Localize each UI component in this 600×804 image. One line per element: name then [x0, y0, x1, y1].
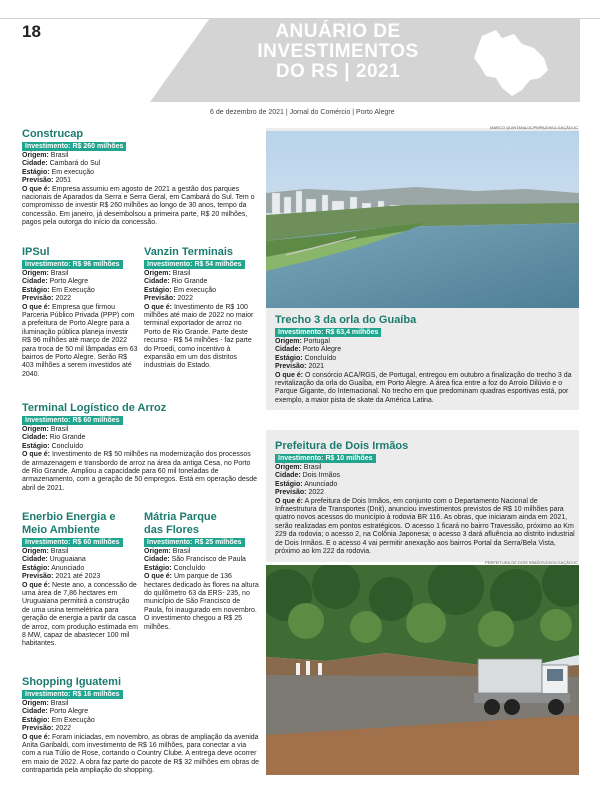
- photo-credit: MARCO QUINTANA/JC/PMPA/DIVULGAÇÃO/JC: [490, 125, 578, 130]
- origin-row: Origem: Brasil: [144, 270, 191, 277]
- origin-row: Origem: Brasil: [22, 700, 69, 707]
- forecast-row: Previsão: 2022: [22, 295, 72, 303]
- page-number: 18: [22, 22, 41, 41]
- forecast-row: Previsão: 2022: [22, 725, 72, 733]
- description: O que é: Empresa que firmou Parceria Público Privada (PPP) com a prefeitura de Porto Alegre para a iluminação pública planeja investir R$ 96 milhões até março de 2022 para troca de 50 mil lâmpadas em 63 bairros de Porto Alegre. Serão R$ 403 milhões a serem investidos até 2040.: [22, 303, 138, 378]
- stage-row: Estágio: Em execução: [144, 286, 216, 294]
- article-enerbio: [22, 511, 138, 649]
- article-title: Enerbio Energia e Meio Ambiente: [22, 511, 116, 536]
- description: O que é: Empresa assumiu em agosto de 2021 a gestão dos parques nacionais de Aparados da Serra e Serra Geral, em Cambará do Sul. Tem o compromisso de investir R$ 260 milhões ao longo de 30 anos, tempo da concessão. Em janeiro, já desembolsou a primeira parte, R$ 20 milhões, pagos pela outorga do início da concessão.: [22, 185, 255, 227]
- origin-row: Origem: Brasil: [22, 426, 69, 433]
- forecast-row: Previsão: 2022: [275, 489, 325, 497]
- description: O que é: Um parque de 136 hectares dedicado às flores na altura do quilômetro 63 da ERS- 235, no município de São Francisco de Paula, foi inaugurado em novembro. O investimento chegou a R$ 25 milhões.: [144, 573, 259, 631]
- article-construcap: [22, 128, 260, 228]
- investment-badge: Investimento: R$ 25 milhões: [144, 538, 245, 547]
- description: O que é: Investimento de R$ 100 milhões até maio de 2022 no maior terminal exportador de arroz no Porto de Rio Grande. Parte deste recurso - R$ 54 milhões - faz parte do Proedi, como incentivo à expansão em um dos distritos industriais do Estado.: [144, 303, 254, 370]
- article-terminal-arroz: [22, 402, 260, 493]
- city-row: Cidade: Porto Alegre: [22, 278, 89, 286]
- investment-badge: Investimento: R$ 260 milhões: [22, 142, 126, 151]
- forecast-row: Previsão: 2051: [22, 177, 72, 185]
- origin-row: Origem: Brasil: [22, 270, 69, 277]
- article-title: IPSul: [22, 246, 50, 258]
- publication-line: 6 de dezembro de 2021 | Jornal do Comércio | Porto Alegre: [210, 109, 395, 116]
- description: O que é: A prefeitura de Dois Irmãos, em conjunto com o Departamento Nacional de Infraestrutura de Transportes (Dnit), anunciou investimentos previstos de R$ 10 milhões para quatro novos acessos do município à rodovia BR 116. As obras, que iniciaram ainda em 2021, serão realizadas em pontos estratégicos. O acesso 1 ficará no bairro Travessão, próximo ao Km 229 da rodovia; o acesso 2, na Colônia Japonesa; o acesso 3 dará afluência ao distrito industrial de Dois Irmãos. E o acesso 4 vai permitir anexação aos bairros Portal da Serra/Bela Vista, próximo ao km 222 da rodovia.: [275, 497, 575, 556]
- article-title: Construcap: [22, 128, 84, 140]
- stage-row: Estágio: Concluído: [22, 442, 84, 450]
- title-line-2: INVESTIMENTOS: [257, 41, 419, 62]
- guaiba-aerial-photo: [266, 131, 579, 308]
- article-shopping-iguatemi: [22, 676, 260, 776]
- article-title: Prefeitura de Dois Irmãos: [275, 440, 409, 452]
- stage-row: Estágio: Anunciado: [22, 564, 85, 572]
- road-works-truck-photo: [266, 565, 579, 775]
- origin-row: Origem: Brasil: [22, 548, 69, 555]
- title-line-1: ANUÁRIO DE: [275, 21, 401, 42]
- article-title: Terminal Logístico de Arroz: [22, 402, 167, 414]
- investment-badge: Investimento: R$ 96 milhões: [22, 260, 123, 269]
- investment-badge: Investimento: R$ 60 milhões: [22, 538, 123, 547]
- stage-row: Estágio: Em Execução: [22, 286, 95, 294]
- description: O que é: O consórcio ACA/RGS, de Portugal, entregou em outubro a finalização do trecho 3 da revitalização da orla do Guaíba, em Porto Alegre. A área fica entre a foz do Arroio Dilúvio e o Parque Gigante, do Internacional. No trecho em que predominam quadras esportivas está, por exemplo, a maior pista de skate da América Latina.: [275, 371, 572, 404]
- origin-row: Origem: Brasil: [144, 548, 191, 555]
- stage-row: Estágio: Em Execução: [22, 716, 95, 724]
- section-title: [238, 22, 438, 82]
- description: O que é: Neste ano, a concessão de uma área de 7,86 hectares em Uruguaiana permitirá a construção de uma usina termelétrica para geração de energia a partir da casca de arroz, com produção estimada em 8 MW, capaz de abastecer 100 mil habitantes.: [22, 581, 138, 648]
- stage-row: Estágio: Concluído: [144, 564, 206, 572]
- article-ipsul: [22, 246, 138, 379]
- article-title: Mátria Parque das Flores: [144, 511, 217, 536]
- article-dois-irmaos: [275, 440, 575, 556]
- investment-badge: Investimento: R$ 60 milhões: [22, 416, 123, 425]
- city-row: Cidade: Porto Alegre: [275, 346, 342, 354]
- stage-row: Estágio: Em execução: [22, 168, 94, 176]
- city-row: Cidade: Rio Grande: [144, 278, 208, 286]
- description: O que é: Foram iniciadas, em novembro, as obras de ampliação da avenida Anita Garibaldi, com investimento de R$ 16 milhões, para conectar a via com a rua Túlio de Rose, cortando o Country Clube. A entrega deve ocorrer em maio de 2022. A obra faz parte do pacote de R$ 32 milhões em obras de contrapartida pela ampliação do shopping.: [22, 733, 259, 775]
- city-row: Cidade: São Francisco de Paula: [144, 556, 246, 564]
- article-matria-parque: [144, 511, 260, 632]
- city-row: Cidade: Cambará do Sul: [22, 160, 101, 168]
- origin-row: Origem: Brasil: [22, 152, 69, 159]
- investment-badge: Investimento: R$ 63,4 milhões: [275, 328, 381, 337]
- stage-row: Estágio: Concluído: [275, 354, 337, 362]
- origin-row: Origem: Portugal: [275, 338, 330, 345]
- city-row: Cidade: Uruguaiana: [22, 556, 86, 564]
- article-title: Vanzin Terminais: [144, 246, 234, 258]
- investment-badge: Investimento: R$ 54 milhões: [144, 260, 245, 269]
- photo-credit: PREFEITURA DE DOIS IRMÃOS/DIVULGAÇÃO/JC: [485, 560, 578, 565]
- forecast-row: Previsão: 2021: [275, 363, 325, 371]
- article-vanzin-terminais: [144, 246, 260, 371]
- city-row: Cidade: Rio Grande: [22, 434, 86, 442]
- investment-badge: Investimento: R$ 10 milhões: [275, 454, 376, 463]
- article-title: Shopping Iguatemi: [22, 676, 121, 688]
- forecast-row: Previsão: 2021 até 2023: [22, 573, 101, 581]
- origin-row: Origem: Brasil: [275, 464, 322, 471]
- forecast-row: Previsão: 2022: [144, 295, 194, 303]
- city-row: Cidade: Dois Irmãos: [275, 472, 340, 480]
- investment-badge: Investimento: R$ 16 milhões: [22, 690, 123, 699]
- description: O que é: Investimento de R$ 50 milhões na modernização dos processos de armazenagem e transbordo de arroz na área da antiga Cesa, no Porto de Rio Grande. Ampliou a capacidade para 60 mil toneladas de armazenamento, com a geração de 50 empregos. Está em operação desde abril de 2021.: [22, 451, 258, 492]
- city-row: Cidade: Porto Alegre: [22, 708, 89, 716]
- article-orla-guaiba: [275, 314, 575, 405]
- title-line-3: DO RS | 2021: [275, 61, 401, 82]
- stage-row: Estágio: Anunciado: [275, 480, 338, 488]
- article-title: Trecho 3 da orla do Guaíba: [275, 314, 417, 326]
